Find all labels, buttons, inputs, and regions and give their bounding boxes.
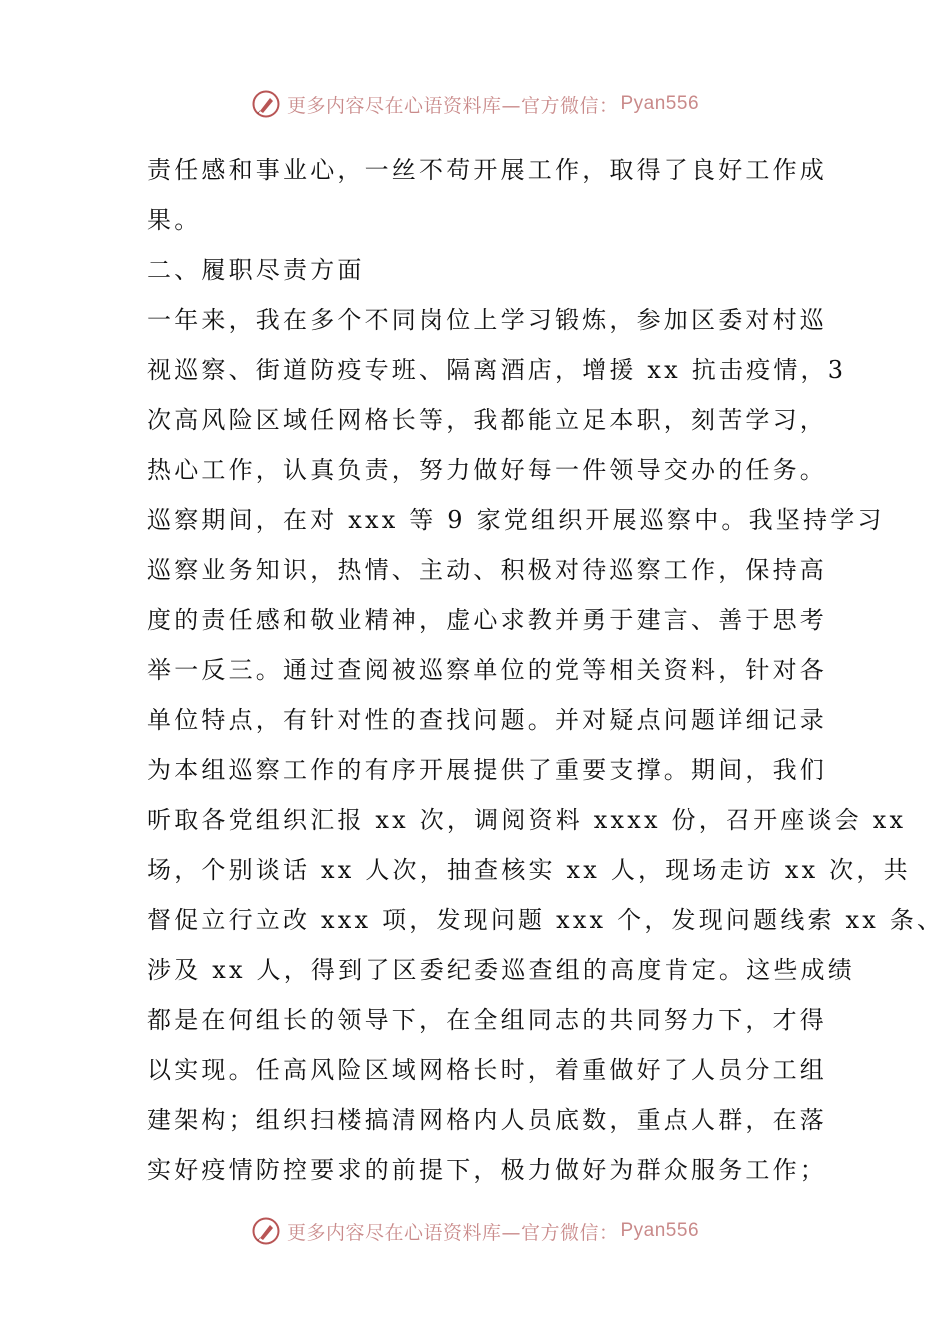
paragraph-line: 为本组巡察工作的有序开展提供了重要支撑。期间，我们 [147,756,827,784]
watermark-handle: Pyan556 [620,93,700,114]
paragraph-line: 举一反三。通过查阅被巡察单位的党等相关资料，针对各 [147,656,827,684]
section-heading: 二、履职尽责方面 [147,256,365,284]
pen-circle-logo-icon [251,1216,281,1246]
watermark-text: 更多内容尽在心语资料库—官方微信： [286,94,619,117]
paragraph-line: 热心工作，认真负责，努力做好每一件领导交办的任务。 [147,456,827,484]
document-body [147,145,945,1195]
paragraph-line: 责任感和事业心，一丝不苟开展工作，取得了良好工作成 [147,156,827,184]
paragraph-line: 度的责任感和敬业精神，虚心求教并勇于建言、善于思考 [147,606,827,634]
paragraph-line: 都是在何组长的领导下，在全组同志的共同努力下，才得 [147,1006,827,1034]
watermark-text: 更多内容尽在心语资料库—官方微信： [286,1221,619,1244]
paragraph-line: 巡察业务知识，热情、主动、积极对待巡察工作，保持高 [147,556,827,584]
paragraph-line: 实好疫情防控要求的前提下，极力做好为群众服务工作； [147,1156,827,1184]
header-watermark [0,82,950,126]
watermark-handle: Pyan556 [620,1220,700,1241]
paragraph-line: 督促立行立改 xxx 项，发现问题 xxx 个，发现问题线索 xx 条、 [147,906,945,934]
paragraph-line: 果。 [147,206,202,234]
pen-circle-logo-icon [251,89,281,119]
paragraph-line: 建架构；组织扫楼搞清网格内人员底数，重点人群，在落 [147,1106,827,1134]
paragraph-line: 场，个别谈话 xx 人次，抽查核实 xx 人，现场走访 xx 次，共 [147,856,911,884]
paragraph-line: 单位特点，有针对性的查找问题。并对疑点问题详细记录 [147,706,827,734]
footer-watermark [0,1209,950,1253]
paragraph-line: 视巡察、街道防疫专班、隔离酒店，增援 xx 抗击疫情，3 [147,356,847,384]
paragraph-line: 一年来，我在多个不同岗位上学习锻炼，参加区委对村巡 [147,306,827,334]
paragraph-line: 以实现。任高风险区域网格长时，着重做好了人员分工组 [147,1056,827,1084]
paragraph-line: 巡察期间，在对 xxx 等 9 家党组织开展巡察中。我坚持学习 [147,506,885,534]
paragraph-line: 次高风险区域任网格长等，我都能立足本职，刻苦学习， [147,406,827,434]
paragraph-line: 涉及 xx 人，得到了区委纪委巡查组的高度肯定。这些成绩 [147,956,855,984]
paragraph-line: 听取各党组织汇报 xx 次，调阅资料 xxxx 份，召开座谈会 xx [147,806,907,834]
